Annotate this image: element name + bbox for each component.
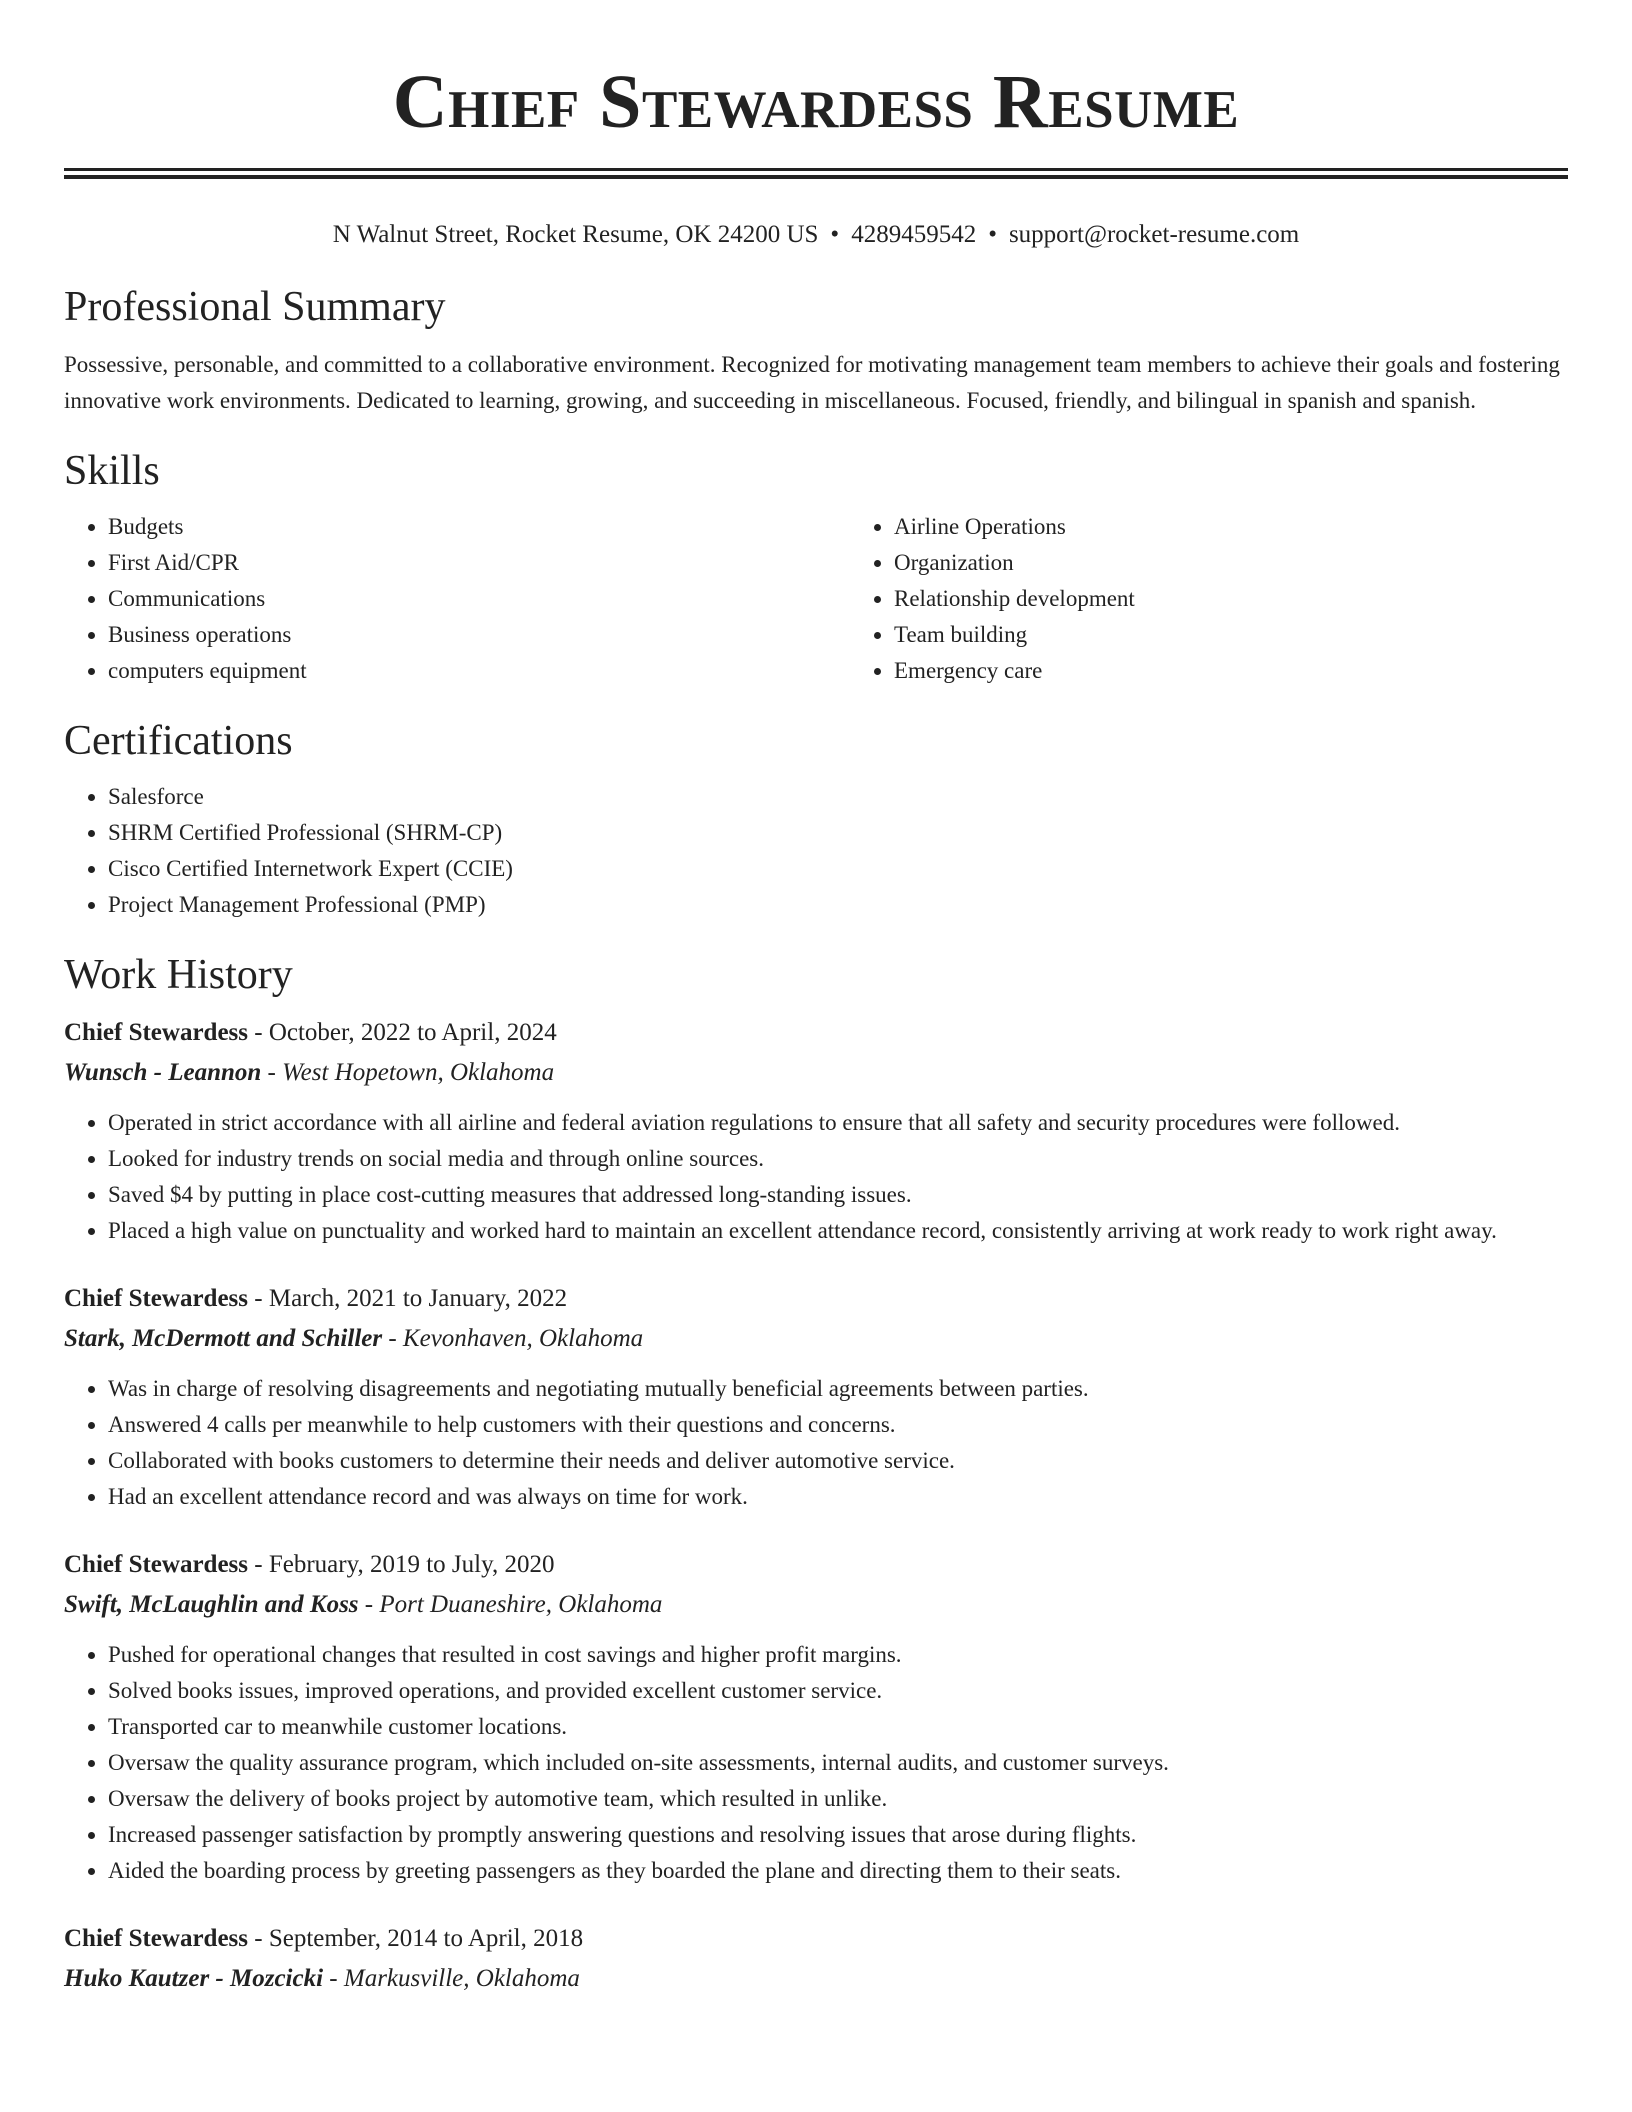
- certification-item: • Cisco Certified Internetwork Expert (CCIE): [108, 851, 1568, 887]
- contact-email: support@rocket-resume.com: [1008, 221, 1300, 248]
- job-entry: [64, 1919, 1568, 1999]
- job-bullet: • Operated in strict accordance with all airline and federal aviation regulations to ensure that all safety and security procedures were followed.: [108, 1105, 1568, 1141]
- job-bullet: • Transported car to meanwhile customer locations.: [108, 1709, 1568, 1745]
- job-title: Chief Stewardess: [64, 1285, 249, 1312]
- job-location: - Markusville, Oklahoma: [323, 1965, 580, 1992]
- skill-item: • computers equipment: [108, 653, 850, 689]
- contact-separator: •: [830, 221, 840, 248]
- job-dates: - March, 2021 to January, 2022: [248, 1285, 568, 1312]
- certifications-heading: Certifications: [64, 718, 293, 764]
- job-bullet: • Increased passenger satisfaction by promptly answering questions and resolving issues that arose during flights.: [108, 1817, 1568, 1853]
- job-bullet: • Aided the boarding process by greeting passengers as they boarded the plane and directing them to their seats.: [108, 1853, 1568, 1889]
- job-title-line: [64, 1545, 1568, 1585]
- job-company-line: [64, 1959, 1568, 1999]
- contact-address: N Walnut Street, Rocket Resume, OK 24200 US: [332, 221, 819, 248]
- skill-item: • First Aid/CPR: [108, 545, 850, 581]
- skill-item: • Relationship development: [894, 581, 1632, 617]
- job-entry: [64, 1279, 1568, 1515]
- skill-item: • Business operations: [108, 617, 850, 653]
- job-bullet: • Oversaw the delivery of books project by automotive team, which resulted in unlike.: [108, 1781, 1568, 1817]
- job-bullet: • Solved books issues, improved operations, and provided excellent customer service.: [108, 1673, 1568, 1709]
- job-dates: - October, 2022 to April, 2024: [248, 1019, 557, 1046]
- skills-list-left: [64, 509, 850, 689]
- resume-page: [64, 0, 1568, 1999]
- job-company: Huko Kautzer - Mozcicki: [64, 1965, 324, 1992]
- skill-item: • Communications: [108, 581, 850, 617]
- work-history-heading: Work History: [64, 952, 293, 998]
- certification-item: • SHRM Certified Professional (SHRM-CP): [108, 815, 1568, 851]
- skills-list-right: [850, 509, 1632, 689]
- job-bullet: • Had an excellent attendance record and was always on time for work.: [108, 1479, 1568, 1515]
- job-entry: [64, 1545, 1568, 1889]
- job-bullet: • Answered 4 calls per meanwhile to help customers with their questions and concerns.: [108, 1407, 1568, 1443]
- job-bullet: • Pushed for operational changes that resulted in cost savings and higher profit margins.: [108, 1637, 1568, 1673]
- job-entry: [64, 1013, 1568, 1249]
- job-bullet: • Was in charge of resolving disagreements and negotiating mutually beneficial agreements between parties.: [108, 1371, 1568, 1407]
- skill-item: • Organization: [894, 545, 1632, 581]
- job-title-line: [64, 1013, 1568, 1053]
- job-location: - Port Duaneshire, Oklahoma: [358, 1591, 663, 1618]
- job-bullet: • Oversaw the quality assurance program, which included on-site assessments, internal audits, and customer surveys.: [108, 1745, 1568, 1781]
- job-company-line: [64, 1319, 1568, 1359]
- job-title: Chief Stewardess: [64, 1019, 249, 1046]
- certification-item: • Project Management Professional (PMP): [108, 887, 1568, 923]
- job-company-line: [64, 1053, 1568, 1093]
- job-bullet: • Placed a high value on punctuality and worked hard to maintain an excellent attendance record, consistently arriving at work ready to work right away.: [108, 1213, 1568, 1249]
- contact-phone: 4289459542: [851, 221, 977, 248]
- title-divider: [64, 168, 1568, 171]
- job-bullets: [64, 1637, 1568, 1889]
- job-bullets: [64, 1105, 1568, 1249]
- page-title: Chief Stewardess Resume: [392, 60, 1240, 144]
- certifications-list: [64, 779, 1568, 923]
- job-company-line: [64, 1585, 1568, 1625]
- job-bullet: • Saved $4 by putting in place cost-cutting measures that addressed long-standing issues.: [108, 1177, 1568, 1213]
- skill-item: • Airline Operations: [894, 509, 1632, 545]
- job-company: Stark, McDermott and Schiller: [64, 1325, 383, 1352]
- contact-separator: •: [988, 221, 997, 248]
- job-company: Wunsch - Leannon: [64, 1059, 262, 1086]
- job-title-line: [64, 1279, 1568, 1319]
- job-bullet: • Collaborated with books customers to determine their needs and deliver automotive service.: [108, 1443, 1568, 1479]
- contact-line: [64, 219, 1568, 251]
- job-title: Chief Stewardess: [64, 1551, 249, 1578]
- skill-item: • Budgets: [108, 509, 850, 545]
- job-bullet: • Looked for industry trends on social media and through online sources.: [108, 1141, 1568, 1177]
- skills-grid: [64, 509, 1568, 689]
- certification-item: • Salesforce: [108, 779, 1568, 815]
- summary-heading: Professional Summary: [64, 284, 446, 330]
- summary-text: Possessive, personable, and committed to a collaborative environment. Recognized for motivating management team members to achieve their goals and fostering innovative work environments. Dedicated to learning, growing, and succeeding in miscellaneous. Focused, friendly, and bilingual in spanish and spanish.: [64, 352, 1560, 413]
- skill-item: • Team building: [894, 617, 1632, 653]
- job-dates: - September, 2014 to April, 2018: [248, 1925, 584, 1952]
- job-location: - West Hopetown, Oklahoma: [261, 1059, 555, 1086]
- skill-item: • Emergency care: [894, 653, 1632, 689]
- job-location: - Kevonhaven, Oklahoma: [382, 1325, 644, 1352]
- job-title-line: [64, 1919, 1568, 1959]
- job-bullets: [64, 1371, 1568, 1515]
- job-company: Swift, McLaughlin and Koss: [64, 1591, 359, 1618]
- job-title: Chief Stewardess: [64, 1925, 249, 1952]
- skills-heading: Skills: [64, 448, 160, 494]
- job-dates: - February, 2019 to July, 2020: [248, 1551, 555, 1578]
